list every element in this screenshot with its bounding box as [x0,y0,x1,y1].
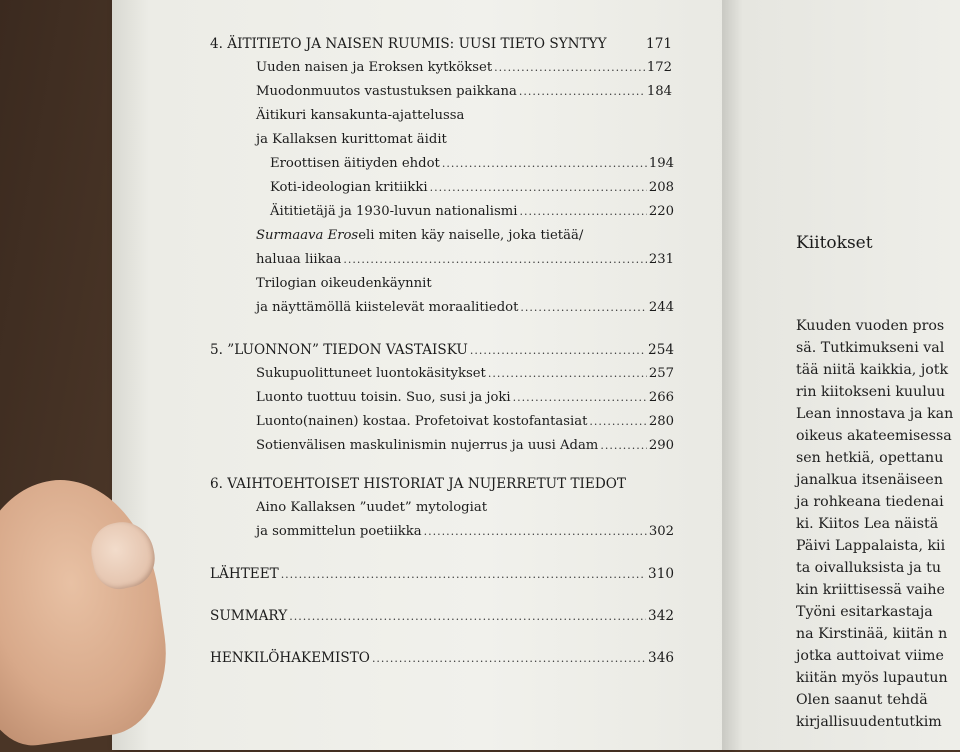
toc-entry: Aino Kallaksen ”uudet” mytologiat [256,500,488,515]
toc-entry: Sukupuolittuneet luontokäsitykset ..... 257 [256,366,674,381]
text-line: Työni esitarkastaja [796,604,933,620]
leader-dots [289,610,646,623]
leader-dots [343,253,646,266]
text-line: janalkua itsenäiseen [796,472,943,488]
text-line: kirjallisuudentutkim [796,714,942,730]
toc-entry: Eroottisen äitiyden ehdot ..... 194 [270,156,674,171]
leader-dots [600,439,647,452]
right-page-heading: Kiitokset [796,233,873,253]
leader-dots [513,391,647,404]
toc-entry: LÄHTEET ..... 310 [210,566,674,582]
text-line: Kuuden vuoden pros [796,318,945,334]
text-line: ja rohkeana tiedenai [796,494,944,510]
text-line: ta oivalluksista ja tu [796,560,942,576]
text-line: na Kirstinää, kiitän n [796,626,948,642]
text-line: kiitän myös lupautun [796,670,948,686]
text-line: sen hetkiä, opettanu [796,450,944,466]
toc-entry: ja sommittelun poetiikka ..... 302 [256,524,674,539]
leader-dots [424,525,647,538]
leader-dots [442,157,647,170]
toc-entry: Luonto(nainen) kostaa. Profetoivat kostofantasiat ..... 280 [256,414,674,429]
leader-dots [519,205,646,218]
toc-entry: Surmaava Eros eli miten käy naiselle, joka tietää/ [256,228,584,243]
toc-entry: Luonto tuottuu toisin. Suo, susi ja joki ..... 266 [256,390,674,405]
leader-dots [519,85,645,98]
leader-dots [494,61,645,74]
toc-entry: SUMMARY ..... 342 [210,608,674,624]
toc-entry: Trilogian oikeudenkäynnit [256,276,432,291]
text-line: oikeus akateemisessa [796,428,952,444]
text-line: Päivi Lappalaista, kii [796,538,946,554]
text-line: ki. Kiitos Lea näistä [796,516,939,532]
toc-entry: Äitikuri kansakunta-ajattelussa [256,108,465,123]
text-line: Lean innostava ja kan [796,406,954,422]
leader-dots [372,652,646,665]
toc-entry: Äititietäjä ja 1930-luvun nationalismi ..... 220 [270,204,674,219]
leader-dots [488,367,647,380]
text-line: sä. Tutkimukseni val [796,340,945,356]
leader-dots [589,415,646,428]
toc-entry: ja Kallaksen kurittomat äidit [256,132,447,147]
leader-dots [520,301,646,314]
text-line: tää niitä kaikkia, jotk [796,362,949,378]
toc-entry: Koti-ideologian kritiikki ..... 208 [270,180,674,195]
toc-entry: ja näyttämöllä kiistelevät moraalitiedot ..... 244 [256,300,674,315]
toc-entry: haluaa liikaa ..... 231 [256,252,674,267]
leader-dots [281,568,646,581]
leader-dots [430,181,647,194]
toc-entry: HENKILÖHAKEMISTO ..... 346 [210,650,674,666]
text-line: Olen saanut tehdä [796,692,928,708]
text-line: jotka auttoivat viime [796,648,944,664]
text-line: rin kiitokseni kuuluu [796,384,946,400]
toc-entry: Muodonmuutos vastustuksen paikkana ..... 184 [256,84,672,99]
toc-entry: Uuden naisen ja Eroksen kytkökset ..... 172 [256,60,672,75]
toc-entry: 6. VAIHTOEHTOISET HISTORIAT JA NUJERRETUT TIEDOT [210,476,626,492]
toc-entry: 4. ÄITITIETO JA NAISEN RUUMIS: UUSI TIETO SYNTYY 171 [210,36,672,52]
leader-dots [470,344,646,357]
toc-entry: Sotienvälisen maskulinismin nujerrus ja uusi Adam ..... 290 [256,438,674,453]
text-line: kin kriittisessä vaihe [796,582,945,598]
toc-entry: 5. ”LUONNON” TIEDON VASTAISKU ..... 254 [210,342,674,358]
